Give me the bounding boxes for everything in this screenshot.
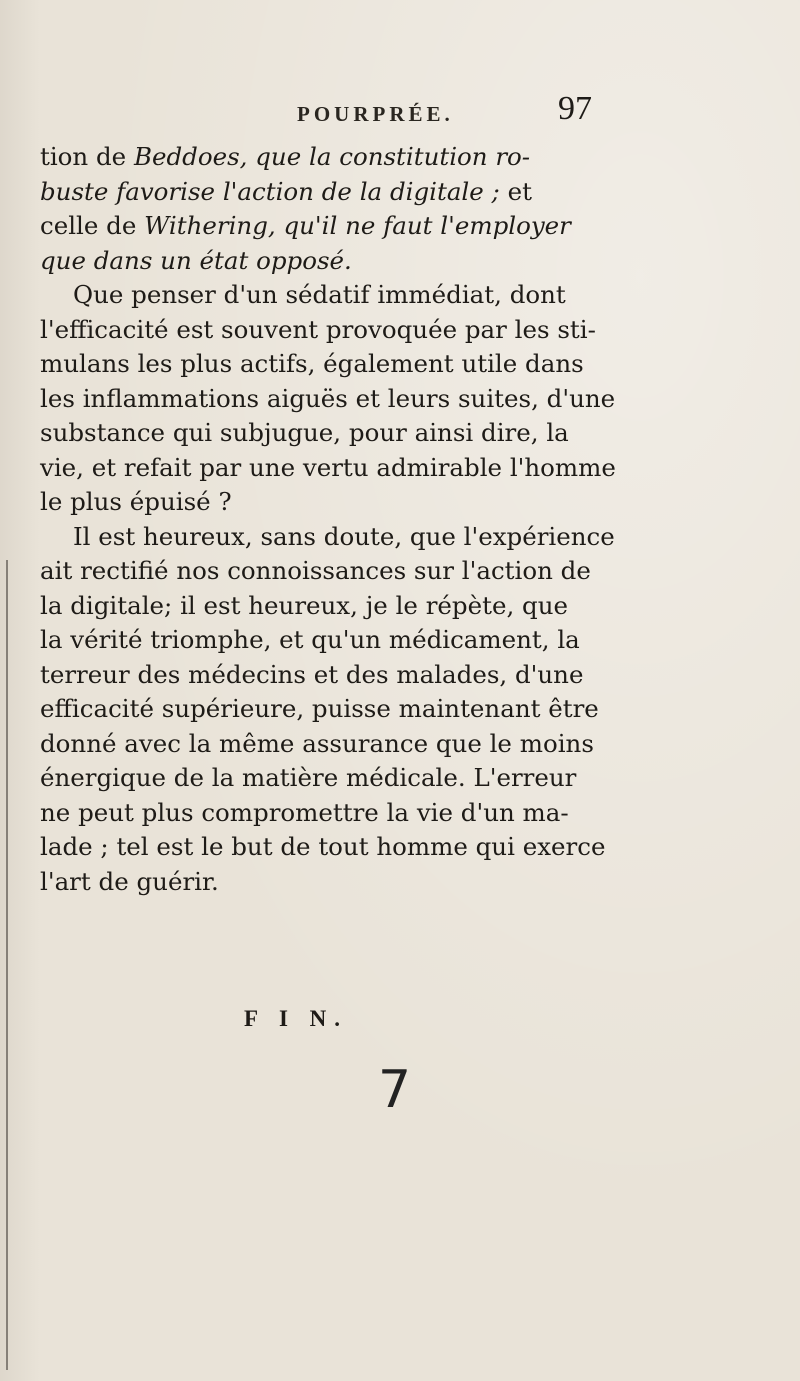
text-line: mulans les plus actifs, également utile dans — [40, 349, 584, 378]
handwritten-mark: 7 — [378, 1060, 412, 1120]
text-line: efficacité supérieure, puisse maintenant être — [40, 694, 599, 723]
text-line: les inflammations aiguës et leurs suites, d'une — [40, 383, 616, 413]
text-line: tion de Beddoes, que la constitution ro- — [40, 142, 531, 171]
text-line: la vérité triomphe, et qu'un médicament, la — [40, 625, 580, 654]
text-line: substance qui subjugue, pour ainsi dire, la — [40, 418, 569, 447]
text-line: la digitale; il est heureux, je le répète, que — [40, 590, 568, 620]
text-line: l'efficacité est souvent provoquée par les sti- — [40, 314, 596, 344]
text-line: terreur des médecins et des malades, d'une — [40, 659, 584, 689]
paragraph-start: Il est heureux, sans doute, que l'expérience — [73, 521, 615, 551]
text-line: que dans un état opposé. — [40, 245, 352, 275]
fin-label: F I N. — [244, 1006, 349, 1031]
text-line: donné avec la même assurance que le moins — [40, 728, 594, 758]
text-line: vie, et refait par une vertu admirable l'homme — [40, 452, 616, 482]
page-number: 97 — [558, 90, 592, 127]
text-line: l'art de guérir. — [40, 866, 219, 896]
paragraph-start: Que penser d'un sédatif immédiat, dont — [73, 280, 566, 309]
text-line: énergique de la matière médicale. L'erreur — [40, 763, 577, 792]
text-line: ait rectifié nos connoissances sur l'action de — [40, 556, 591, 585]
text-line: lade ; tel est le but de tout homme qui exerce — [40, 832, 606, 861]
text-line: ne peut plus compromettre la vie d'un ma- — [40, 797, 569, 827]
running-head: POURPRÉE. — [297, 102, 454, 126]
binding-edge — [6, 560, 8, 1370]
text-line: le plus épuisé ? — [40, 487, 232, 516]
body-text — [40, 140, 740, 899]
text-line: celle de Withering, qu'il ne faut l'employer — [40, 211, 571, 240]
text-line: buste favorise l'action de la digitale ; et — [40, 176, 532, 206]
